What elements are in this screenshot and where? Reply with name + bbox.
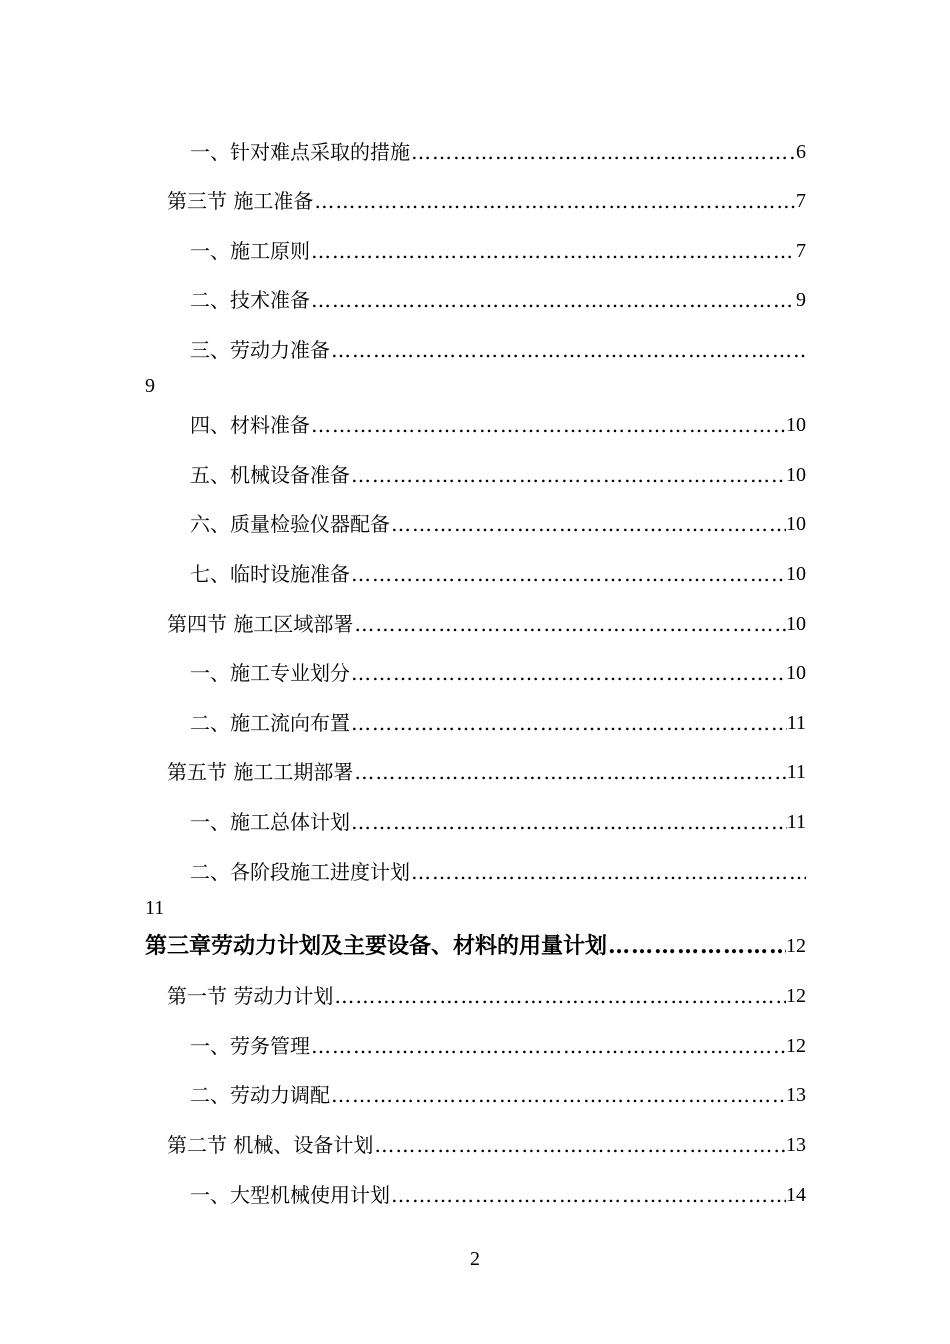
toc-entry-label: 一、劳务管理 [190,1034,310,1058]
dot-leader [314,186,796,216]
toc-entry-page: 7 [796,190,806,212]
dot-leader [391,1180,786,1210]
dot-leader [411,137,796,167]
toc-entry[interactable] [190,1180,806,1210]
dot-leader [374,1130,786,1160]
toc-entry-label: 第一节 劳动力计划 [167,984,334,1008]
toc-entry-label: 六、质量检验仪器配备 [190,512,390,536]
toc-entry[interactable] [190,335,806,365]
toc-entry[interactable] [167,186,806,216]
toc-entry[interactable] [190,137,806,167]
dot-leader [411,857,806,887]
toc-entry-label: 四、材料准备 [190,413,310,437]
toc-entry-page: 14 [786,1184,806,1206]
toc-entry-page: 10 [786,464,806,486]
toc-entry-label: 一、施工总体计划 [190,810,350,834]
dot-leader [311,285,796,315]
toc-entry-label: 一、大型机械使用计划 [190,1183,390,1207]
toc-entry[interactable] [190,1031,806,1061]
toc-entry[interactable] [167,981,806,1011]
toc-entry-page: 12 [786,1035,806,1057]
toc-entry-label: 第五节 施工工期部署 [167,760,354,784]
toc-entry-label: 五、机械设备准备 [190,463,350,487]
dot-leader [331,1080,786,1110]
dot-leader [351,658,786,688]
toc-entry[interactable] [190,509,806,539]
dot-leader [351,559,786,589]
dot-leader [351,708,787,738]
dot-leader [311,236,796,266]
toc-wrapped-page-number: 9 [145,375,155,397]
toc-entry-page: 10 [786,662,806,684]
toc-entry[interactable] [190,857,806,887]
toc-entry-label: 第三章劳动力计划及主要设备、材料的用量计划 [145,933,608,959]
dot-leader [608,931,786,961]
toc-entry[interactable] [190,559,806,589]
toc-entry-label: 一、施工专业划分 [190,661,350,685]
toc-entry-page: 13 [786,1134,806,1156]
dot-leader [334,981,786,1011]
page-number: 2 [470,1248,480,1270]
dot-leader [354,609,786,639]
toc-entry-page: 10 [786,563,806,585]
toc-entry-page: 9 [796,289,806,311]
toc-entry-page: 11 [786,811,806,833]
toc-entry[interactable] [190,285,806,315]
toc-entry-page: 10 [786,613,806,635]
toc-entry-label: 七、临时设施准备 [190,562,350,586]
toc-entry-page: 10 [786,414,806,436]
dot-leader [354,757,786,787]
toc-entry[interactable] [167,609,806,639]
toc-entry[interactable] [190,236,806,266]
toc-entry-label: 第三节 施工准备 [167,189,314,213]
toc-entry-label: 二、施工流向布置 [190,711,350,735]
dot-leader [311,410,786,440]
toc-entry[interactable] [190,708,806,738]
toc-entry-page: 7 [796,240,806,262]
toc-entry-label: 第二节 机械、设备计划 [167,1133,374,1157]
toc-entry-page: 11 [786,712,806,734]
toc-entry[interactable] [190,807,806,837]
toc-entry[interactable] [190,658,806,688]
toc-entry-label: 二、劳动力调配 [190,1083,330,1107]
dot-leader [331,335,806,365]
toc-entry-page: 11 [786,761,806,783]
toc-entry[interactable] [190,410,806,440]
dot-leader [391,509,786,539]
toc-entry-label: 一、针对难点采取的措施 [190,140,410,164]
toc-entry[interactable] [167,1130,806,1160]
dot-leader [351,460,786,490]
toc-entry[interactable] [190,460,806,490]
toc-entry-label: 二、各阶段施工进度计划 [190,860,410,884]
toc-entry[interactable] [190,1080,806,1110]
dot-leader [311,1031,786,1061]
toc-entry[interactable] [167,757,806,787]
toc-entry-page: 6 [796,141,806,163]
toc-entry-page: 12 [786,935,806,957]
toc-entry-label: 三、劳动力准备 [190,338,330,362]
toc-entry-page: 12 [786,985,806,1007]
toc-entry-page: 10 [786,513,806,535]
toc-entry-label: 二、技术准备 [190,288,310,312]
toc-entry[interactable] [145,931,806,961]
dot-leader [351,807,787,837]
toc-entry-page: 13 [786,1084,806,1106]
toc-entry-label: 一、施工原则 [190,239,310,263]
toc-wrapped-page-number: 11 [145,897,165,919]
toc-entry-label: 第四节 施工区域部署 [167,612,354,636]
